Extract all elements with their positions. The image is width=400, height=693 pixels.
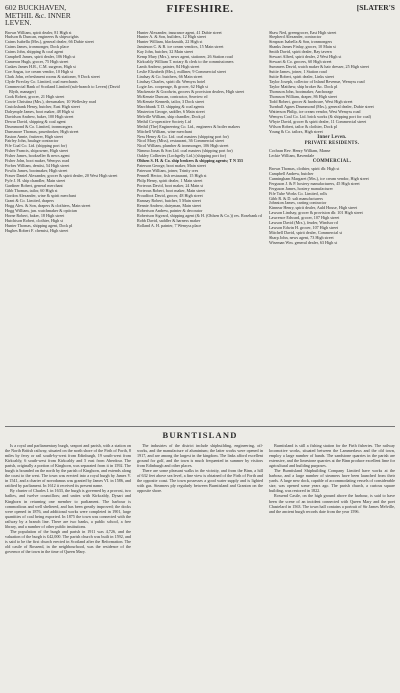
directory-entry: Hunter William, blacksmith, 22 High st (137, 39, 203, 45)
directory-entry: Forbes William, dentist, 54 High street (5, 163, 70, 169)
directory-entry: Drummond & Co. Limited, ironmongers (5, 123, 73, 129)
directory-entry: McKenzie Duncan, contractor, Seaview rd (137, 93, 208, 99)
description-paragraph: The Burntisland Shipbuilding Company Limited have works at the harbour, and a large number of steamers have been launched from their yards. A large new dock, capable of accommodating vessels of considerable size, was opened some years ago. The parish church, a curious square building, was restored in 1822. (269, 467, 395, 494)
directory-entry: Mackenzie & Goodwin, grocers & provision dealers, High street (137, 88, 245, 94)
directory-listing (5, 31, 395, 424)
directory-entry: Summers David, watch maker & hair dresser, 25 High street (269, 64, 369, 70)
directory-entry: Cameron Hugh, grocer, 75 High street (5, 59, 69, 65)
directory-entry: Fyfe J. H. ship chandler, Main street (5, 178, 66, 184)
directory-entry: Masterton George, saddler, 6 Main street (137, 108, 205, 114)
directory-entry: Lawson Edwin H. grocer, 107 High street (269, 225, 339, 231)
directory-entry: Campbell James, spirit dealer, 106 High st (5, 54, 76, 60)
directory-entry: Robb David, saddler & harness maker (137, 217, 201, 223)
section-heading: COMMERCIAL. (312, 159, 352, 165)
directory-entry: Hunter Thomas, shipping agent, Dock pl (5, 222, 73, 228)
directory-entry: Ferguson J. & P. hosiery manufacturers, 45 High street (269, 180, 360, 186)
directory-entry: Stewart & Co. grocers, 60 High street (269, 59, 332, 65)
directory-entry: Dalrymple James, boot maker, 48 High st (5, 108, 74, 114)
directory-entry: Gordon Alexander, wine & spirit merchant (5, 192, 76, 198)
directory-entry: Nimmo Jonas & Son Ltd. coal masters (shipping port for) (137, 148, 233, 154)
section-title: BURNTISLAND (5, 426, 395, 440)
directory-entry: Young & Co. tailors, High street (269, 128, 323, 134)
directory-entry: Lamb Andrew, painter, 84 High street (137, 64, 200, 70)
directory-entry: Thomson John, bootmaker, Anchorage (269, 88, 334, 94)
directory-entry: Nicol Mary (Miss), restaurant, 36 Commercial street (137, 138, 225, 144)
description-paragraph: Rossend Castle, on the high ground above the harbour, is said to have been the scene of an incident connected with Queen Mary and the poet Chastelard in 1563. The town hall contains a portrait of Sir James Melville, and the ancient burgh records date from the year 1596. (269, 493, 395, 514)
directory-entry: Suttie James, joiner, 1 Station road (269, 69, 327, 75)
directory-entry: Suttie Robert, spirit dealer, Links street (269, 74, 335, 80)
directory-entry: Robertson Sigvard, shipping agent (& H. (Ohlsen & Co.)) res. Rosebank rd (137, 212, 262, 218)
directory-entry: Leslie Elizabeth (Mrs.), milliner, 9 Commercial street (137, 69, 226, 75)
description-column-2 (137, 443, 263, 693)
directory-entry: Pennell Hector, fish restaurant, 15 High st (137, 173, 207, 179)
directory-entry: Fraser Daniel Alexander, grocer & spirit dealer, 20 West High street (5, 173, 118, 179)
directory-entry: Fowlis James, bootmaker, High street (5, 168, 68, 174)
directory-entry: Rolland A. H. painter, 7 Wemyss place (137, 222, 202, 228)
directory-entry: McKenzie Kenneth, tailor, 3 Dock street (137, 98, 205, 104)
directory-entry: Cook Robert, grocer, 21 High street (5, 93, 65, 99)
directory-entry: Gardiner Robert, general merchant (5, 183, 63, 189)
directory-entry: Kinnear Henry, spirit dealer, Auld House, High street (269, 205, 358, 211)
town-description (5, 443, 395, 693)
directory-entry: Mitchell William, wine merchant (137, 128, 192, 134)
county-title: FIFESHIRE. (166, 3, 234, 15)
directory-column-3 (269, 31, 395, 424)
directory-entry: Cunningham Margaret (Mrs.), ice cream vendor, High street (269, 175, 369, 181)
directory-entry: Fisher John, boot maker, Wemyss road (5, 158, 70, 164)
directory-entry: Marchbank T. D. shipping & coal agents (137, 103, 205, 109)
directory-entry: Fisher Francis, shipowner, High street (5, 148, 69, 154)
directory-entry: Hudson & Duncan, engineers & shipwrights (5, 34, 79, 40)
directory-entry: Cairns Isabella (Mrs.), general dealer, 66 Dubie street (5, 39, 94, 45)
directory-entry: Lawson David (Mrs.), feuder, Windsor rd (269, 220, 338, 226)
directory-entry: Cairns John, shipping & coal agent (5, 49, 64, 55)
directory-entry: Paterson George, boot maker, Main street (137, 163, 206, 169)
directory-entry: Sharp John, news agent, 73 High street (269, 235, 334, 241)
directory-entry: Hunter A. & Son, builders, 12 High street (137, 34, 207, 40)
directory-entry: Lindsay & Co. butchers, 66 Main street (137, 74, 203, 80)
directory-entry: Lindsay Charles, spirit dlr. Wemyss hotel (137, 79, 206, 85)
directory-entry: Cuskes James H.R., C.M. surgeon, High st (5, 64, 76, 70)
directory-entry: Watterson Philip, ice cream vendor, West Wemyss road (269, 108, 361, 114)
directory-entry: Wemyss Coal Co. Ltd. brick works (& shipping port for coal) (269, 113, 372, 119)
directory-entry: Campbell Andrew, butcher (269, 170, 314, 176)
directory-entry: Ramsay Robert, butcher, 5 Main street (137, 197, 201, 203)
directory-entry: Gibb Thomas, tailor, 60 High st (5, 188, 58, 193)
directory-entry: Taylor Matthew, ship broker &c. Dock pl (269, 83, 338, 89)
description-paragraph: Is a royal and parliamentary burgh, seaport and parish, with a station on the North British railway, situated on the north shore of the Firth of Forth, 8 miles by ferry or rail south-by-west from Edinburgh, 19 south-west from Kirkcaldy, 6 south-west from Kirkcaldy and 5 east from Aberdour. The parish, originally a portion of Kinghorn, was separated from it in 1592. The burgh is bounded on the north by the parish of Kinghorn, and extends along the coast to the west. The town was erected into a royal burgh by James V. in 1541, and a charter of novodamus was granted by James VI. in 1586, and ratified by parliament. In 1612 it received its present name. (5, 442, 131, 489)
directory-entry: Fife Tube Works Co. Limited, rolls (269, 190, 328, 196)
description-paragraph: The population of the burgh and parish in 1911 was 4,726, and the valuation of the burgh is £42,000. The parish church was built in 1592, and is said to be the first church erected in Scotland after the Reformation. The old castle of Rossend, in the neighbourhood, was the residence of the governor of the town in the time of Queen Mary. (5, 529, 131, 555)
directory-entry: Shaw Ned, greengrocer, East High street (269, 30, 337, 35)
page-header (5, 4, 395, 27)
directory-entry: Clark John, refreshment rooms & stationer, 9 Dock street (5, 74, 100, 80)
directory-entry: Proudfoot David, grocer, 48 High street (137, 192, 203, 198)
publisher-mark: [SLATER'S (356, 3, 395, 12)
directory-entry: Turnbull Agnes Drummond (Mrs.), general dealer, Dubie street (269, 103, 374, 109)
directory-entry: Porteous David, boot maker, 24 Main st (137, 183, 204, 189)
directory-entry: Hutchison Robert, clothier, High st (5, 217, 64, 223)
directory-entry: Simpson Isabella & Son, ironmongers (269, 39, 333, 45)
directory-entry: Hogg Alex. & Son, drapers & clothiers, Main street (5, 202, 91, 208)
directory-entry: Rennie Andrew, dairyman, Main street (137, 202, 202, 208)
directory-entry: Cruickshank Henry, butcher, East High street (5, 103, 80, 109)
directory-entry: Cochran Rev. Henry William, Manse (269, 147, 331, 153)
directory-entry: Hughes Robert F. chemist, High street (5, 227, 69, 233)
directory-entry: Smith David, spirit dealer, Bay tavern (269, 49, 332, 55)
directory-column-2 (137, 31, 263, 424)
directory-entry: Melville William, ship chandler, Dock pl (137, 113, 205, 119)
directory-entry: Shanks James Finlay, grocer, 10 Main st (269, 44, 336, 50)
section-heading: Inner Leven. (317, 135, 347, 141)
directory-entry: Ohlsen S. H. & Co. ship brokers & shipping agents; T N 355 (137, 158, 244, 164)
directory-entry: Porteous Robert, boot maker, Main street (137, 188, 206, 193)
directory-entry: Oakley Collieries (Lochgelly Ltd.) (shipping port for) (137, 153, 227, 159)
directory-entry: Kay John, butcher, 32 Main street (137, 49, 194, 55)
directory-entry: Methil (The) Engineering Co. Ltd., engineers & boiler makers (137, 123, 241, 129)
directory-entry: Kemp Mary (Mrs.), news agent, stationer, 26 Station road (137, 54, 233, 60)
directory-entry: Todd Robert, grocer & hardware, West High street (269, 98, 353, 104)
directory-entry: Clyde Fireclay Co. Limited, coal merchants (5, 79, 78, 85)
description-paragraph: The industries of the district include shipbuilding, engineering, oil-works, and the manufacture of aluminium; the latter works were opened in 1917, and are among the largest in the kingdom. The links afford excellent ground for golf, and the town is much frequented in summer by visitors from Edinburgh and other places. (137, 442, 263, 468)
description-paragraph: By charter of Charles I. in 1633, the burgh is governed by a provost, two bailies, and twelve councillors; and unites with Kirkcaldy, Dysart and Kinghorn in returning one member to parliament. The harbour is commodious and well sheltered, and has been greatly improved; the docks were opened in 1876, and additional works were completed in 1901, large quantities of coal being exported. In 1875 the town was connected with the railway by a branch line. There are two banks, a public school, a free library, and a number of other public institutions. (5, 488, 131, 529)
directory-entry: Dunsmore Thomas, pawnbroker, High street (5, 128, 79, 134)
directory-entry: Mitchell David, spirit dealer, Commercial st (269, 230, 343, 236)
directory-entry: Whyte David, grocer & spirit dealer, 11 Commercial street (269, 118, 367, 124)
directory-entry: Shepherd Alexander, contractor (269, 34, 322, 40)
header-left: 602 BUCKHAVEN, METHIL &c. INNER LEVEN. (5, 3, 71, 27)
directory-entry: Johnston James, carting contractor (269, 200, 327, 206)
directory-entry: Taylor Joseph, collector of Inland Revenue, Wemyss road (269, 79, 365, 85)
directory-entry: Cairns James, ironmonger, Dock place (5, 44, 69, 50)
directory-entry: Fife Coal Co. Ltd. (shipping port for) (5, 143, 67, 149)
directory-entry: Stewart Alfred, spirit dealer, 2 West High st (269, 54, 342, 60)
description-paragraph: Burntisland is still a fishing station for the Firth fisheries. The railway locomotive works, situated between the Lammerlaws and the old town, employ a large number of hands. The sandstone quarries in the parish are extensive, and the limestone quarries at the Binn produce excellent lime for agricultural and building purposes. (269, 442, 395, 468)
directory-entry: Leckie William, Ravendale (269, 152, 315, 158)
directory-entry: Fairley John, haulage contractor (5, 138, 59, 144)
directory-entry: Grant & Co. Limited, drapers (5, 197, 54, 203)
directory-entry: Coe Angus, ice cream vendor, 10 High st (5, 69, 74, 75)
directory-entry: Lawrence Edward, grocer, 107 High street (269, 215, 340, 221)
directory-entry: Nicol William, plumber & ironmonger, 106 High street (137, 143, 229, 149)
directory-entry: Thomson William, draper, 86 High street (269, 93, 338, 99)
directory-entry: Philp Henry, spirit dealer, 1 Main street (137, 178, 203, 184)
description-paragraph: There are some pleasant walks in the vicinity, and from the Binn, a hill of 632 feet above sea level, a fine view is obtained of the Firth of Forth and the opposite coast. The town possesses a good water supply and is lighted with gas. Steamers ply regularly between Burntisland and Granton on the opposite shore. (137, 467, 263, 494)
description-column-3 (269, 443, 395, 693)
directory-entry: Fisher James, bookseller & news agent (5, 153, 70, 159)
directory-entry: Lawson Lindsay, grocer & provision dlr. 101 High street (269, 210, 363, 216)
directory-entry: Ness Henry & Co. Ltd. coal masters (shipping port for) (137, 133, 229, 139)
directory-entry: Cowie Christina (Mrs.), dressmaker, 10 Wellesley road (5, 98, 97, 104)
directory-entry: Horne Robert, baker, 18 High street (5, 212, 65, 218)
directory-entry: Paterson William, joiner, Trinity cres (137, 168, 199, 174)
directory-entry: Hogg William, jun. watchmaker & optician (5, 207, 77, 213)
directory-entry: Dewar David, shipping & coal agent (5, 118, 66, 124)
directory-entry: Methil Co-operative Society Ltd (137, 118, 191, 124)
directory-entry: Brown Thomas, clothier, spirit dlr. High st (269, 165, 340, 171)
directory-entry: Davidson Andrew, baker, 100 High street (5, 113, 74, 119)
description-column-1 (5, 443, 131, 693)
directory-entry: Jamieson C. & B. ice cream vendors, 15 Main street (137, 44, 224, 50)
directory-entry: Wilson Robert, tailor & clothier, Dock pl (269, 123, 337, 129)
directory-entry: Logie Jas. cooperage, & grocer, 62 High st (137, 83, 208, 89)
directory-entry: Brown William, spirit dealer, 81 High st (5, 30, 72, 35)
directory-entry: Wiseman Wm. general dealer, 63 High st (269, 240, 338, 246)
directory-column-1 (5, 31, 131, 424)
directory-entry: Kirkcaldy William T. notary & clerk to the commissioners (137, 59, 234, 65)
directory-entry: Hunter Alexander, insurance agent, 41 Dubie street (137, 30, 222, 35)
directory-entry: Commercial Bank of Scotland Limited (sub-branch to Leven) (David Blyth, manager) (5, 83, 120, 94)
directory-entry: Robertson Andrew, painter & decorator (137, 207, 203, 213)
directory-entry: Gibb R. & D. salt manufacturers (269, 195, 323, 201)
directory-entry: Ferguson James, hosiery manufacturer (269, 185, 333, 191)
directory-entry: Easton Annie, fruiterer, High street (5, 133, 64, 139)
section-heading: PRIVATE RESIDENTS. (304, 141, 360, 147)
